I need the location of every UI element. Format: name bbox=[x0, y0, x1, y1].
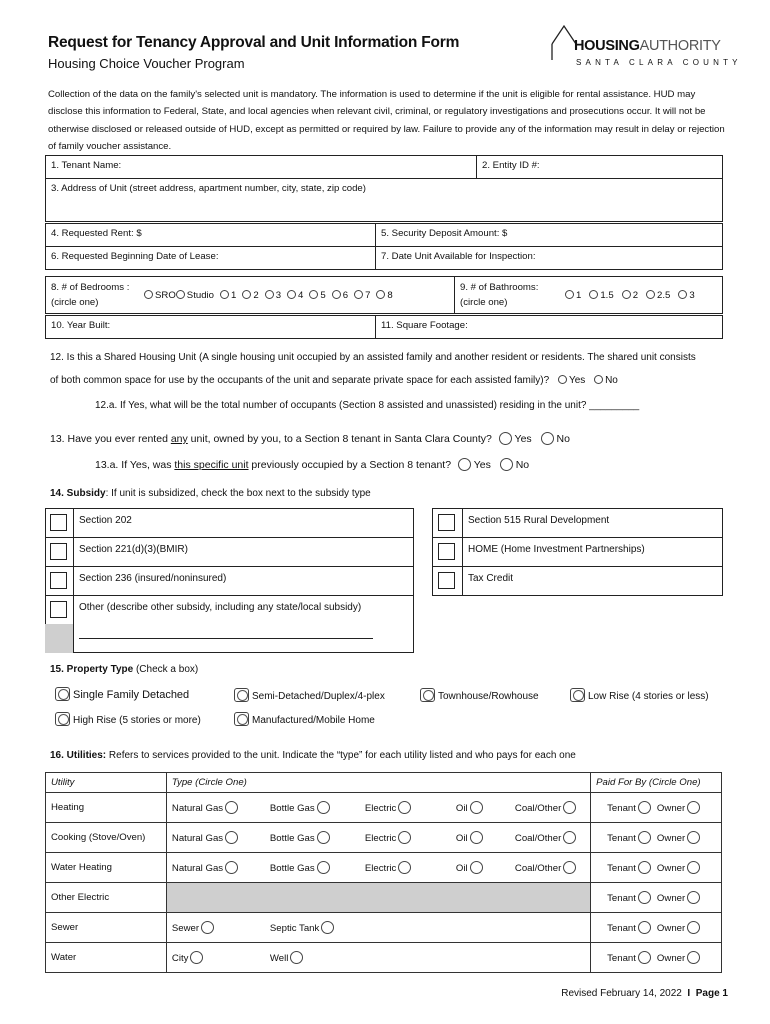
radio-icon bbox=[622, 290, 631, 299]
bathroom-option-1[interactable]: 1 bbox=[565, 290, 581, 301]
form-title: Request for Tenancy Approval and Unit Information Form bbox=[48, 34, 460, 51]
bathroom-options bbox=[565, 290, 703, 301]
bedrooms-field bbox=[45, 276, 455, 314]
form-subtitle: Housing Choice Voucher Program bbox=[48, 56, 245, 71]
entity-id-field[interactable] bbox=[476, 155, 723, 179]
subsidy-heading: 14. Subsidy: If unit is subsidized, check the box next to the subsidy type bbox=[50, 488, 371, 499]
radio-icon bbox=[287, 290, 296, 299]
tenant-option[interactable]: Tenant bbox=[607, 951, 651, 964]
owner-option[interactable]: Owner bbox=[657, 921, 700, 934]
bathrooms-hint: (circle one) bbox=[460, 297, 508, 308]
q13a-line bbox=[95, 458, 529, 471]
radio-icon bbox=[638, 861, 651, 874]
paid-by-cell bbox=[591, 793, 722, 823]
q13-post: unit, owned by you, to a Section 8 tenant in Santa Clara County? bbox=[187, 433, 492, 445]
other-subsidy-checkbox[interactable] bbox=[50, 601, 67, 618]
utility-type-option[interactable]: Natural Gas bbox=[172, 861, 238, 874]
bedroom-options bbox=[144, 290, 399, 301]
radio-icon bbox=[638, 921, 651, 934]
paid-col-header: Paid For By (Circle One) bbox=[591, 773, 722, 793]
radio-icon bbox=[321, 921, 334, 934]
inspection-date-field[interactable] bbox=[375, 246, 723, 270]
owner-option[interactable]: Owner bbox=[657, 831, 700, 844]
utility-type-cell bbox=[166, 883, 590, 913]
utility-type-option[interactable]: Electric bbox=[365, 801, 411, 814]
q12-yes-radio[interactable] bbox=[558, 375, 567, 384]
utility-name: Other Electric bbox=[46, 883, 167, 913]
utility-name: Water Heating bbox=[46, 853, 167, 883]
utility-col-header: Utility bbox=[46, 773, 167, 793]
utility-type-option[interactable]: Bottle Gas bbox=[270, 861, 330, 874]
property-manufactured[interactable]: Manufactured/Mobile Home bbox=[234, 712, 375, 726]
radio-icon bbox=[225, 831, 238, 844]
radio-icon bbox=[332, 290, 341, 299]
q12a-text: 12.a. If Yes, what will be the total number of occupants (Section 8 assisted and unassisted) residing in the unit? _________ bbox=[95, 400, 640, 411]
bathrooms-field bbox=[454, 276, 723, 314]
requested-rent-field[interactable] bbox=[45, 223, 376, 247]
q13-yes-label: Yes bbox=[514, 433, 532, 445]
radio-icon bbox=[420, 688, 435, 702]
q13-line bbox=[50, 432, 570, 445]
radio-icon bbox=[317, 801, 330, 814]
logo-county: SANTA CLARA COUNTY bbox=[576, 58, 742, 67]
radio-icon bbox=[220, 290, 229, 299]
bedroom-option-5[interactable]: 5 bbox=[309, 290, 325, 301]
tenant-name-label: 1. Tenant Name: bbox=[51, 160, 122, 171]
property-townhouse[interactable]: Townhouse/Rowhouse bbox=[420, 688, 539, 702]
owner-option[interactable]: Owner bbox=[657, 891, 700, 904]
radio-icon bbox=[563, 831, 576, 844]
utility-type-option[interactable]: Oil bbox=[456, 861, 483, 874]
radio-icon bbox=[687, 921, 700, 934]
section-221-checkbox[interactable] bbox=[50, 543, 67, 560]
paid-by-cell bbox=[591, 913, 722, 943]
q13-no-radio[interactable] bbox=[541, 432, 554, 445]
tax-credit-checkbox[interactable] bbox=[438, 572, 455, 589]
square-footage-label: 11. Square Footage: bbox=[381, 320, 468, 331]
housing-authority-logo bbox=[548, 22, 742, 72]
q12-no-radio[interactable] bbox=[594, 375, 603, 384]
tax-credit-label: Tax Credit bbox=[468, 573, 514, 584]
bathroom-option-2-5[interactable]: 2.5 bbox=[646, 290, 670, 301]
lease-date-label: 6. Requested Beginning Date of Lease: bbox=[51, 251, 219, 262]
radio-icon bbox=[201, 921, 214, 934]
utility-type-option[interactable]: Sewer bbox=[172, 921, 214, 934]
home-label: HOME (Home Investment Partnerships) bbox=[468, 544, 645, 555]
utility-type-cell bbox=[166, 853, 590, 883]
utility-type-option[interactable]: Electric bbox=[365, 861, 411, 874]
radio-icon bbox=[190, 951, 203, 964]
q13a-no-radio[interactable] bbox=[500, 458, 513, 471]
section-236-label: Section 236 (insured/noninsured) bbox=[79, 573, 227, 584]
utility-type-option[interactable]: Natural Gas bbox=[172, 801, 238, 814]
tenant-name-field[interactable] bbox=[45, 155, 477, 179]
radio-icon bbox=[687, 861, 700, 874]
revised-date: Revised February 14, 2022 bbox=[561, 988, 682, 999]
lease-date-field[interactable] bbox=[45, 246, 376, 270]
utility-type-option[interactable]: Bottle Gas bbox=[270, 831, 330, 844]
radio-icon bbox=[570, 688, 585, 702]
utility-row bbox=[46, 853, 722, 883]
radio-icon bbox=[470, 801, 483, 814]
inspection-date-label: 7. Date Unit Available for Inspection: bbox=[381, 251, 536, 262]
q12-no-label: No bbox=[605, 375, 618, 386]
paid-by-cell bbox=[591, 883, 722, 913]
utility-type-cell bbox=[166, 943, 590, 973]
bathrooms-label: 9. # of Bathrooms: bbox=[460, 282, 539, 293]
q13a-yes-radio[interactable] bbox=[458, 458, 471, 471]
radio-icon bbox=[589, 290, 598, 299]
radio-icon bbox=[687, 831, 700, 844]
q13a-post: previously occupied by a Section 8 tenant? bbox=[248, 459, 452, 471]
radio-icon bbox=[398, 801, 411, 814]
radio-icon bbox=[646, 290, 655, 299]
bedrooms-label: 8. # of Bedrooms : bbox=[51, 282, 130, 293]
unit-address-label: 3. Address of Unit (street address, apartment number, city, state, zip code) bbox=[51, 183, 366, 194]
radio-icon bbox=[55, 687, 70, 701]
radio-icon bbox=[563, 861, 576, 874]
bedroom-option-7[interactable]: 7 bbox=[354, 290, 370, 301]
bathroom-option-3[interactable]: 3 bbox=[678, 290, 694, 301]
q12-yes-label: Yes bbox=[568, 375, 586, 386]
radio-icon bbox=[565, 290, 574, 299]
utility-type-cell bbox=[166, 913, 590, 943]
bedroom-option-4[interactable]: 4 bbox=[287, 290, 303, 301]
radio-icon bbox=[638, 801, 651, 814]
unit-address-field[interactable] bbox=[45, 178, 723, 222]
page-footer: Revised February 14, 2022 I Page 1 bbox=[561, 988, 728, 999]
bedroom-option-8[interactable]: 8 bbox=[376, 290, 392, 301]
bedroom-option-sro[interactable]: SRO bbox=[144, 290, 176, 301]
tenant-option[interactable]: Tenant bbox=[607, 861, 651, 874]
bedroom-option-studio[interactable]: Studio bbox=[176, 290, 214, 301]
radio-icon bbox=[563, 801, 576, 814]
utility-type-option[interactable]: Natural Gas bbox=[172, 831, 238, 844]
security-deposit-field[interactable] bbox=[375, 223, 723, 247]
q13-pre: 13. Have you ever rented bbox=[50, 433, 171, 445]
page-number: Page 1 bbox=[695, 988, 728, 999]
q13a-yes-label: Yes bbox=[473, 459, 491, 471]
property-type-heading: 15. Property Type (Check a box) bbox=[50, 664, 199, 675]
property-low-rise[interactable]: Low Rise (4 stories or less) bbox=[570, 688, 709, 702]
q13-yes-radio[interactable] bbox=[499, 432, 512, 445]
q13a-no-label: No bbox=[515, 459, 530, 471]
subsidy-gray-cell bbox=[45, 624, 74, 653]
radio-icon bbox=[687, 951, 700, 964]
year-built-label: 10. Year Built: bbox=[51, 320, 111, 331]
utilities-heading: 16. Utilities: Refers to services provided to the unit. Indicate the “type” for each utility listed and who pays for each one bbox=[50, 750, 576, 761]
radio-icon bbox=[309, 290, 318, 299]
intro-paragraph: Collection of the data on the family's selected unit is mandatory. The information is used to determine if the unit is eligible for rental assistance. HUD may disclose this information to Federal, State, and local agencies when relevant civil, criminal, or regulatory investigations and prosecutions occur. It will not be otherwise disclosed or released outside of HUD, except as permitted or required by law. Failure to provide any of the information may result in delay or rejection of family voucher assistance. bbox=[48, 89, 725, 152]
bathroom-option-2[interactable]: 2 bbox=[622, 290, 638, 301]
bedrooms-hint: (circle one) bbox=[51, 297, 99, 308]
utility-type-option[interactable]: Coal/Other bbox=[515, 801, 576, 814]
utility-row bbox=[46, 943, 722, 973]
paid-by-cell bbox=[591, 853, 722, 883]
utility-type-cell bbox=[166, 793, 590, 823]
radio-icon bbox=[176, 290, 185, 299]
q13-no-label: No bbox=[556, 433, 570, 445]
home-checkbox[interactable] bbox=[438, 543, 455, 560]
utility-type-option[interactable]: Oil bbox=[456, 831, 483, 844]
paid-by-cell bbox=[591, 943, 722, 973]
other-subsidy-label: Other (describe other subsidy, including any state/local subsidy) bbox=[79, 602, 362, 613]
tenant-option[interactable]: Tenant bbox=[607, 831, 651, 844]
bedroom-option-1[interactable]: 1 bbox=[220, 290, 236, 301]
radio-icon bbox=[376, 290, 385, 299]
requested-rent-label: 4. Requested Rent: $ bbox=[51, 228, 142, 239]
radio-icon bbox=[638, 891, 651, 904]
utility-name: Heating bbox=[46, 793, 167, 823]
logo-authority: AUTHORITY bbox=[639, 38, 721, 54]
utility-row bbox=[46, 823, 722, 853]
tenant-option[interactable]: Tenant bbox=[607, 891, 651, 904]
utility-name: Sewer bbox=[46, 913, 167, 943]
bedroom-option-2[interactable]: 2 bbox=[242, 290, 258, 301]
bathroom-option-1-5[interactable]: 1.5 bbox=[589, 290, 613, 301]
radio-icon bbox=[354, 290, 363, 299]
q12-line2 bbox=[50, 375, 618, 386]
utility-row bbox=[46, 913, 722, 943]
utility-type-option[interactable]: Septic Tank bbox=[270, 921, 334, 934]
radio-icon bbox=[265, 290, 274, 299]
radio-icon bbox=[398, 861, 411, 874]
property-high-rise[interactable]: High Rise (5 stories or more) bbox=[55, 712, 201, 726]
radio-icon bbox=[225, 801, 238, 814]
radio-icon bbox=[638, 831, 651, 844]
section-515-checkbox[interactable] bbox=[438, 514, 455, 531]
q13a-underline: this specific unit bbox=[174, 459, 249, 471]
utility-type-option[interactable]: Oil bbox=[456, 801, 483, 814]
utility-type-option[interactable]: City bbox=[172, 951, 204, 964]
radio-icon bbox=[317, 831, 330, 844]
radio-icon bbox=[290, 951, 303, 964]
bedroom-option-3[interactable]: 3 bbox=[265, 290, 281, 301]
section-236-checkbox[interactable] bbox=[50, 572, 67, 589]
q13a-pre: 13.a. If Yes, was bbox=[95, 459, 175, 471]
security-deposit-label: 5. Security Deposit Amount: $ bbox=[381, 228, 508, 239]
property-semi-detached[interactable]: Semi-Detached/Duplex/4-plex bbox=[234, 688, 385, 702]
radio-icon bbox=[55, 712, 70, 726]
utility-type-option[interactable]: Bottle Gas bbox=[270, 801, 330, 814]
section-515-label: Section 515 Rural Development bbox=[468, 515, 610, 526]
utility-type-cell bbox=[166, 823, 590, 853]
utility-row bbox=[46, 793, 722, 823]
other-subsidy-line[interactable] bbox=[79, 638, 373, 639]
year-built-field[interactable] bbox=[45, 315, 376, 339]
owner-option[interactable]: Owner bbox=[657, 861, 700, 874]
radio-icon bbox=[234, 688, 249, 702]
radio-icon bbox=[638, 951, 651, 964]
owner-option[interactable]: Owner bbox=[657, 951, 700, 964]
radio-icon bbox=[687, 801, 700, 814]
utilities-header-row bbox=[46, 773, 722, 793]
section-202-label: Section 202 bbox=[79, 515, 132, 526]
utility-type-option[interactable]: Coal/Other bbox=[515, 861, 576, 874]
radio-icon bbox=[317, 861, 330, 874]
q12-line1: 12. Is this a Shared Housing Unit (A single housing unit occupied by an assisted family and another resident or residents. The shared unit consists bbox=[50, 352, 696, 363]
radio-icon bbox=[225, 861, 238, 874]
bedroom-option-6[interactable]: 6 bbox=[332, 290, 348, 301]
type-col-header: Type (Circle One) bbox=[166, 773, 590, 793]
tenant-option[interactable]: Tenant bbox=[607, 801, 651, 814]
utility-name: Cooking (Stove/Oven) bbox=[46, 823, 167, 853]
radio-icon bbox=[687, 891, 700, 904]
section-202-checkbox[interactable] bbox=[50, 514, 67, 531]
radio-icon bbox=[144, 290, 153, 299]
radio-icon bbox=[470, 831, 483, 844]
q12-text: of both common space for use by the occupants of the unit and separate private space for each assisted family)? bbox=[50, 375, 550, 386]
section-221-label: Section 221(d)(3)(BMIR) bbox=[79, 544, 188, 555]
utilities-table bbox=[45, 772, 722, 973]
entity-id-label: 2. Entity ID #: bbox=[482, 160, 540, 171]
radio-icon bbox=[398, 831, 411, 844]
utility-type-option[interactable]: Coal/Other bbox=[515, 831, 576, 844]
property-single-family[interactable]: Single Family Detached bbox=[55, 687, 189, 701]
utility-type-option[interactable]: Electric bbox=[365, 831, 411, 844]
radio-icon bbox=[678, 290, 687, 299]
logo-housing: HOUSING bbox=[574, 38, 640, 54]
square-footage-field[interactable] bbox=[375, 315, 723, 339]
utility-name: Water bbox=[46, 943, 167, 973]
radio-icon bbox=[234, 712, 249, 726]
utility-type-option[interactable]: Well bbox=[270, 951, 303, 964]
owner-option[interactable]: Owner bbox=[657, 801, 700, 814]
paid-by-cell bbox=[591, 823, 722, 853]
radio-icon bbox=[242, 290, 251, 299]
utility-row bbox=[46, 883, 722, 913]
q13-any: any bbox=[170, 433, 188, 445]
tenant-option[interactable]: Tenant bbox=[607, 921, 651, 934]
radio-icon bbox=[470, 861, 483, 874]
